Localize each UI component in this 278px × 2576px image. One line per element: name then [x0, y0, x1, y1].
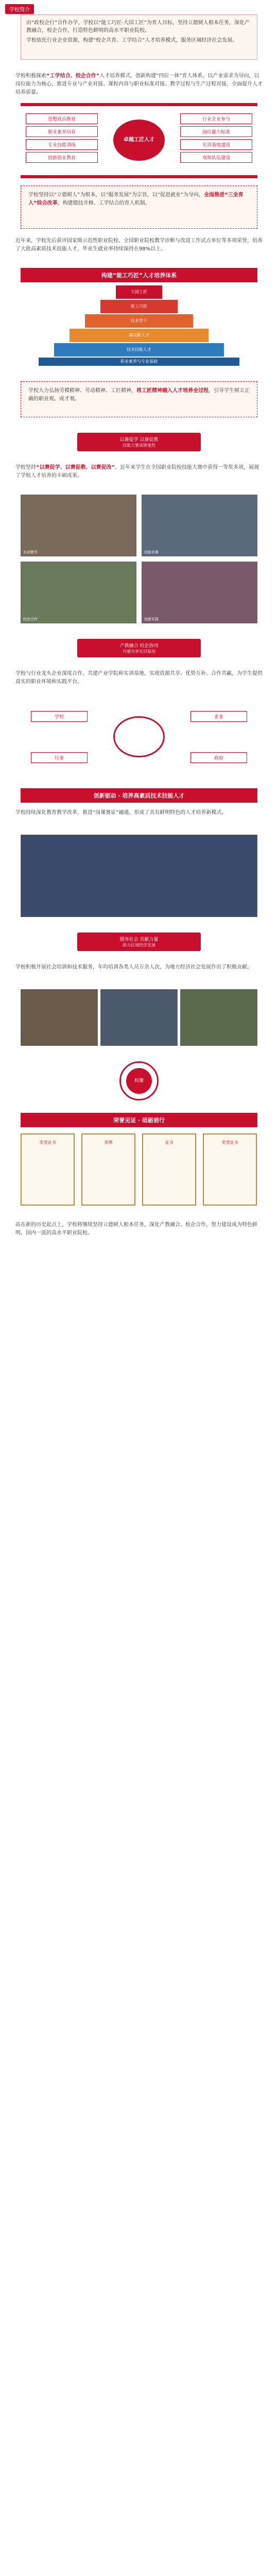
- section-tag: 学校简介: [5, 4, 34, 14]
- para-3-text-a: 学校坚持: [15, 465, 36, 470]
- certificate-title: 荣誉证书: [39, 1140, 56, 1145]
- diagram-left-column: [26, 113, 98, 163]
- divider-bar: [21, 103, 257, 106]
- paragraph-3: [15, 464, 263, 480]
- certificate: [142, 1133, 196, 1206]
- pyramid-level: 大国工匠: [116, 285, 162, 299]
- section-ribbon-1: [77, 433, 201, 451]
- diagram-right-column: [180, 113, 252, 163]
- lead-text-b: 学校依托行业企业资源，构建“校企共育、工学结合”人才培养模式，服务区域经济社会发展。: [26, 38, 238, 43]
- photo: [100, 989, 178, 1046]
- photo: [21, 989, 98, 1046]
- certificate: [81, 1133, 135, 1206]
- ribbon-3-line-2: 助力区域经济发展: [123, 943, 155, 947]
- pyramid-level: 职业素养与专业基础: [39, 358, 239, 366]
- photo: [142, 495, 257, 556]
- cooperation-ring: [113, 716, 165, 757]
- quote-2-text-b: ，引导学生树立正确的职业观、成才观。: [28, 388, 250, 402]
- cooperation-node: 行业: [31, 752, 88, 763]
- ribbon-2-line-2: 共建共享实训基地: [123, 649, 155, 654]
- lead-text-a: 由“政校企行”合作办学，学校以“能工巧匠·大国工匠”为育人目标，坚持立德树人根本任务，深化产教融合，校企合作，打造特色鲜明的高水平职业院校。: [26, 20, 250, 33]
- pyramid-title: 构建“能工巧匠”人才培养体系: [21, 268, 257, 282]
- quote-box-2: [21, 381, 257, 417]
- certificate-title: 奖牌: [104, 1140, 113, 1145]
- diagram-left-item: 思想政治教育: [26, 113, 98, 124]
- cooperation-diagram: [21, 701, 257, 773]
- quote-2-highlight: 将工匠精神融入人才培养全过程: [136, 388, 208, 394]
- certificate-title: 荣誉证书: [221, 1140, 238, 1145]
- ribbon-3-line-1: 服务社会 贡献力量: [119, 937, 159, 942]
- pyramid-level: 高技能人才: [70, 329, 208, 342]
- diagram-right-item: 实训基地建设: [180, 139, 252, 150]
- photo: [21, 495, 136, 556]
- diagram-left-item: 专业技能训练: [26, 139, 98, 150]
- quote-1-text: [28, 191, 250, 208]
- quote-2-text-a: 学校大力弘扬劳模精神、劳动精神、工匠精神，: [28, 388, 136, 394]
- training-system-diagram: [21, 109, 257, 171]
- diagram-right-item: 岗位能力标准: [180, 126, 252, 137]
- photo: [21, 562, 136, 623]
- banner-2: 荣誉见证 · 砥砺前行: [21, 1113, 257, 1127]
- paragraph-5: 学校持续深化教育教学改革，推进“岗课赛证”融通，形成了具有鲜明特色的人才培养新模式。: [15, 810, 227, 816]
- ribbon-1-line-2: 技能大赛成绩斐然: [123, 443, 155, 448]
- certificate: [203, 1133, 257, 1206]
- diagram-right-item: 双师队伍建设: [180, 152, 252, 163]
- pyramid-level: 技术骨干: [85, 314, 193, 328]
- para-3-text-b: ，近年来学生在全国职业院校技能大赛中获得一等奖多项，展现了学校人才培养的丰硕成果。: [15, 465, 259, 479]
- school-logo-text: 校徽: [126, 1068, 152, 1094]
- cooperation-node: 学校: [31, 711, 88, 722]
- quote-1-highlight: 全面推进“三全育人”综合改革: [28, 192, 244, 206]
- paragraph-2: 近年来，学校先后获评国家级示范性职业院校、全国职业院校教学诊断与改进工作试点单位等多项荣誉，培养了大批高素质技术技能人才，毕业生就业率持续保持在98%以上。: [15, 238, 263, 252]
- diagram-right-item: 行业企业参与: [180, 113, 252, 124]
- intro-text-a: 学校积极探索: [15, 73, 46, 79]
- diagram-left-item: 职业素养培育: [26, 126, 98, 137]
- quote-1-text-a: 学校坚持以“立德树人”为根本，以“服务发展”为宗旨，以“促进就业”为导向，: [28, 192, 204, 198]
- ribbon-1-line-1: 以赛促学 以赛促教: [119, 437, 159, 443]
- closing-paragraph: 站在新的历史起点上，学校将继续坚持立德树人根本任务，深化产教融合、校企合作，努力建设成为特色鲜明、国内一流的高水平职业院校。: [15, 1222, 257, 1236]
- pyramid-diagram: [21, 268, 257, 366]
- intro-highlight: “工学结合、校企合作”: [46, 73, 100, 79]
- paragraph-4: 学校与行业龙头企业深度合作，共建产业学院和实训基地，实现资源共享、优势互补、合作共赢，为学生提供真实的职业环境和实践平台。: [15, 671, 263, 685]
- cooperation-node: 企业: [190, 711, 247, 722]
- section-ribbon-3: [77, 933, 201, 951]
- cooperation-node: 政府: [190, 752, 247, 763]
- diagram-left-item: 创新创业教育: [26, 152, 98, 163]
- section-ribbon-2: [77, 639, 201, 657]
- photo: [180, 989, 257, 1046]
- lead-box: [21, 14, 257, 60]
- photo-caption: 技能竞赛: [144, 550, 159, 554]
- pyramid-level: 能工巧匠: [100, 300, 178, 313]
- divider-bar: [21, 175, 257, 178]
- ribbon-2-line-1: 产教融合 校企协同: [119, 643, 159, 649]
- diagram-center: 卓越工匠人才: [113, 120, 165, 161]
- photo: [142, 562, 257, 623]
- photo-caption: 实训教学: [23, 550, 38, 554]
- photo: [21, 835, 257, 917]
- banner-1: 创新驱动 · 培养高素质技术技能人才: [21, 788, 257, 803]
- photo-caption: 创新实践: [144, 617, 159, 621]
- quote-1-text-b: ，构建德技并修、工学结合的育人机制。: [57, 200, 150, 206]
- para-3-highlight: “以赛促学、以赛促教、以赛促改”: [36, 465, 115, 470]
- intro-paragraph: [15, 72, 263, 97]
- pyramid-level: 技术技能人才: [54, 343, 224, 357]
- intro-text-b: 人才培养模式，创新构建“四位一体”育人体系，以产业需求为导向，以岗位能力为核心，推进专业与产业对接、课程内容与职业标准对接、教学过程与生产过程对接，全面提升人才培养质量。: [15, 73, 263, 95]
- quote-box-1: [21, 185, 257, 229]
- certificate: [21, 1133, 75, 1206]
- photo-caption: 校企合作: [23, 617, 38, 621]
- quote-2-text: [28, 387, 250, 403]
- paragraph-6: 学校积极开展社会培训和技术服务，年均培训各类人员万余人次，为地方经济社会发展作出了积极贡献。: [15, 964, 252, 970]
- school-logo: [119, 1061, 159, 1100]
- certificate-title: 证书: [165, 1140, 173, 1145]
